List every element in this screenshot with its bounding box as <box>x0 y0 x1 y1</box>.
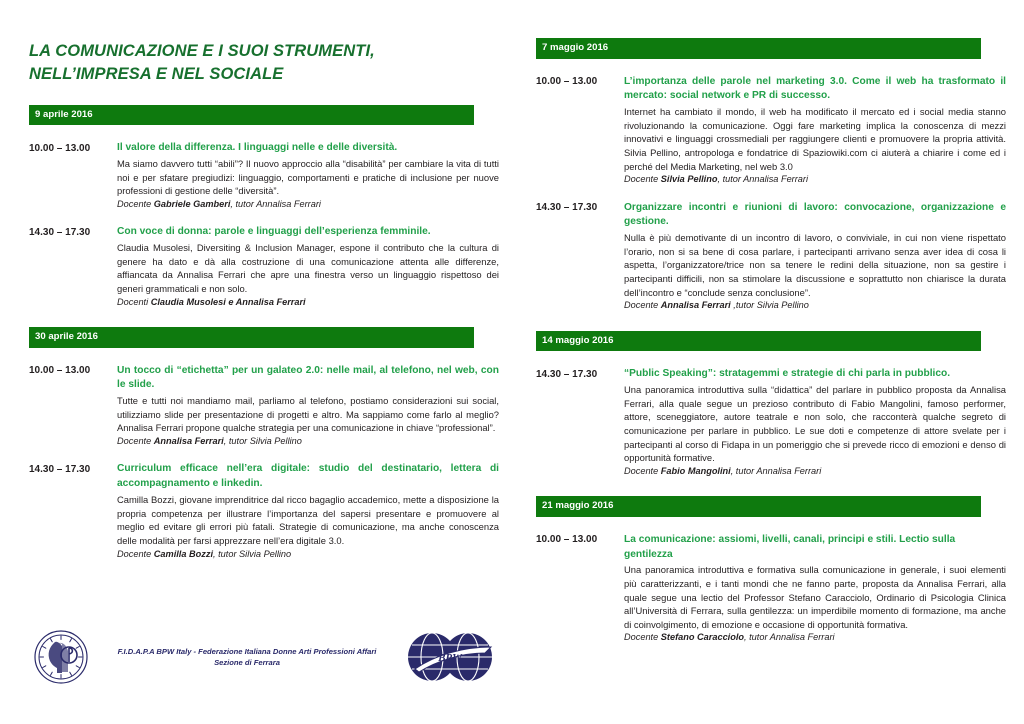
session-description: Una panoramica introduttiva sulla “didattica” del parlare in pubblico proposta da Annalisa Ferrari, alla quale segue un prezioso contributo di Fabio Mangolini, famoso performer, attore, sceneggiatore, autore teatrale e non solo, che racconterà qualche segreto di comunicazione per parlare in pubblico. Le sue doti e competenze di attore svelate per i partecipanti al corso di Fidapa in un pomeriggio che si prevede ricco di emozioni e denso di opportunità formative. <box>624 384 1006 464</box>
session-time: 10.00 – 13.00 <box>536 76 598 88</box>
session-teacher <box>117 548 499 561</box>
teacher-suffix: , tutor Silvia Pellino <box>223 436 302 447</box>
session-time: 10.00 – 13.00 <box>536 534 598 546</box>
session-body <box>117 225 499 309</box>
teacher-prefix: Docente <box>117 199 154 210</box>
session-description: Camilla Bozzi, giovane imprenditrice dal ricco bagaglio accademico, mette a disposizione la propria competenza per illustrare l’importanza del sapersi presentare e promuovere al meglio ed evitare gli errori più fatali. Strategie di comunicazione, ma anche conoscenza delle modalità per farsi apprezzare nell’era digitale 3.0. <box>117 494 499 546</box>
session-body <box>117 141 499 211</box>
session-item <box>536 533 1006 645</box>
teacher-name: Gabriele Gamberi <box>153 199 231 210</box>
session-time: 14.30 – 17.30 <box>29 463 91 475</box>
bpw-logo-text: BPW <box>438 652 462 664</box>
date-bar-14-maggio: 14 maggio 2016 <box>536 331 981 352</box>
session-description: Internet ha cambiato il mondo, il web ha modificato il mercato ed i social media stanno rivoluzionando la comunicazione. Oggi fare marketing implica la conoscenza di mezzi innovativi e linguaggi crossmediali per raggiungere clienti e promuovere la propria attività. Silvia Pellino, antropologa e fondatrice di Spaziowiki.com ci aiuterà a chiarire i come ed i perché del Media Marketing, nel web 3.0 <box>624 106 1006 172</box>
page-title <box>29 0 499 87</box>
session-item <box>536 201 1006 313</box>
session-body <box>624 201 1006 313</box>
teacher-prefix: Docente <box>117 548 154 559</box>
teacher-name: Fabio Mangolini <box>660 465 731 476</box>
organization-line-2: Sezione di Ferrara <box>214 658 280 667</box>
session-title: L’importanza delle parole nel marketing 3.0. Come il web ha trasformato il mercato: social network e PR di successo. <box>624 75 1006 102</box>
session-teacher <box>117 198 499 211</box>
session-title: “Public Speaking”: stratagemmi e strategie di chi parla in pubblico. <box>624 368 951 380</box>
session-teacher <box>624 173 1006 186</box>
teacher-name: Claudia Musolesi e Annalisa Ferrari <box>150 296 306 307</box>
session-body <box>117 364 499 449</box>
session-time: 10.00 – 13.00 <box>29 142 91 154</box>
teacher-name: Silvia Pellino <box>660 174 718 185</box>
session-description: Nulla è più demotivante di un incontro di lavoro, o conviviale, in cui non viene rispettato l’orario, non si sa bene di cosa parlare, i partecipanti arrivano senza aver idea di cosa li aspetta, l’organizzatore/trice non sa tenere le redini della situazione, non sa gestire i partecipanti difficili, non sa stimolare la discussione e soprattutto non chiarisce la durata dell’incontro e “conclude senza conclusione”. <box>624 232 1006 298</box>
organization-line-1: F.I.D.A.P.A BPW Italy - Federazione Italiana Donne Arti Professioni Affari <box>117 646 377 656</box>
teacher-prefix: Docente <box>624 300 661 311</box>
date-bar-30-aprile: 30 aprile 2016 <box>29 327 474 348</box>
session-description: Tutte e tutti noi mandiamo mail, parliamo al telefono, postiamo considerazioni sui social, utilizziamo slide per presentazione di progetti e altro. Ma sappiamo come farlo al meglio? Annalisa Ferrari propone qualche strategia per una comunicazione in chiave “professional”. <box>117 395 499 434</box>
date-bar-7-maggio: 7 maggio 2016 <box>536 38 981 59</box>
teacher-prefix: Docenti <box>117 296 151 307</box>
teacher-prefix: Docente <box>624 465 661 476</box>
session-body <box>117 462 499 560</box>
teacher-name: Stefano Caracciolo <box>660 632 745 643</box>
session-title: Con voce di donna: parole e linguaggi dell’esperienza femminile. <box>117 226 431 238</box>
session-title: La comunicazione: assiomi, livelli, canali, principi e stili. Lectio sulla gentilezza <box>624 533 956 560</box>
teacher-name: Camilla Bozzi <box>153 548 214 559</box>
organization-name <box>93 646 401 669</box>
teacher-suffix: , tutor Annalisa Ferrari <box>730 465 822 476</box>
session-teacher <box>117 296 499 309</box>
session-body <box>624 533 1006 645</box>
session-body <box>624 367 1006 478</box>
session-teacher <box>117 435 499 448</box>
teacher-suffix: , tutor Annalisa Ferrari <box>717 174 809 185</box>
session-description: Claudia Musolesi, Diversiting & Inclusion Manager, espone il contributo che la cultura di genere ha dato e dà alla costruzione di una comunicazione attenta alle differenze, affiancata da Annalisa Ferrari che apre una finestra verso un linguaggio rispettoso dei generi grammaticali e non solo. <box>117 242 499 295</box>
session-item <box>29 141 499 211</box>
session-time: 14.30 – 17.30 <box>536 202 598 214</box>
right-column <box>536 0 1006 659</box>
date-bar-9-aprile: 9 aprile 2016 <box>29 105 474 126</box>
teacher-suffix: , tutor Annalisa Ferrari <box>230 199 321 210</box>
teacher-prefix: Docente <box>117 436 154 447</box>
page-title-line-1: LA COMUNICAZIONE E I SUOI STRUMENTI, <box>29 42 375 60</box>
session-title: Organizzare incontri e riunioni di lavoro: convocazione, organizzazione e gestione. <box>624 201 1006 228</box>
teacher-name: Annalisa Ferrari <box>153 436 224 447</box>
session-teacher <box>624 631 1006 644</box>
teacher-suffix: , tutor Annalisa Ferrari <box>744 632 835 643</box>
fidapa-logo-icon <box>29 628 93 686</box>
session-description: Ma siamo davvero tutti “abili”? Il nuovo approccio alla “disabilità” per cambiare la vita di tutti noi e per sfatare pregiudizi: linguaggio, comportamenti e pratiche di inclusione per nuove professioni di gestione delle “diversità”. <box>117 158 499 197</box>
session-item <box>29 364 499 449</box>
session-title: Il valore della differenza. I linguaggi nelle e delle diversità. <box>117 142 398 154</box>
teacher-name: Annalisa Ferrari <box>660 300 731 311</box>
bpw-logo-icon <box>401 631 499 683</box>
session-time: 14.30 – 17.30 <box>536 368 598 380</box>
teacher-prefix: Docente <box>624 632 661 643</box>
session-body <box>624 75 1006 187</box>
session-item <box>536 75 1006 187</box>
teacher-prefix: Docente <box>624 174 661 185</box>
date-bar-21-maggio: 21 maggio 2016 <box>536 496 981 517</box>
page-title-line-2: NELL’IMPRESA E NEL SOCIALE <box>29 65 284 84</box>
session-item <box>29 462 499 560</box>
session-title: Un tocco di “etichetta” per un galateo 2.0: nelle mail, al telefono, nel web, con le slide. <box>117 364 499 391</box>
session-teacher <box>624 299 1006 312</box>
teacher-suffix: , tutor Silvia Pellino <box>213 548 292 559</box>
session-item <box>536 367 1006 478</box>
footer <box>29 626 499 696</box>
session-time: 14.30 – 17.30 <box>29 226 91 238</box>
session-title: Curriculum efficace nell’era digitale: studio del destinatario, lettera di accompagnamento e linkedin. <box>117 463 499 490</box>
session-time: 10.00 – 13.00 <box>29 365 91 377</box>
session-teacher <box>624 465 1006 478</box>
left-column <box>29 0 499 575</box>
session-item <box>29 225 499 309</box>
teacher-suffix: ,tutor Silvia Pellino <box>730 300 809 311</box>
session-description: Una panoramica introduttiva e formativa sulla comunicazione in generale, i suoi elementi più caratterizzanti, e i tanti mondi che ne fanno parte, proposta da Annalisa Ferrari, alla quale segue una lectio del Professor Stefano Caracciolo, Ordinario di Psicologia Clinica all’Università di Ferrara, sulla gentilezza: un imperdibile momento di formazione, ma anche di coinvolgimento, di emozione e occasione di opportunità formativa. <box>624 564 1006 630</box>
